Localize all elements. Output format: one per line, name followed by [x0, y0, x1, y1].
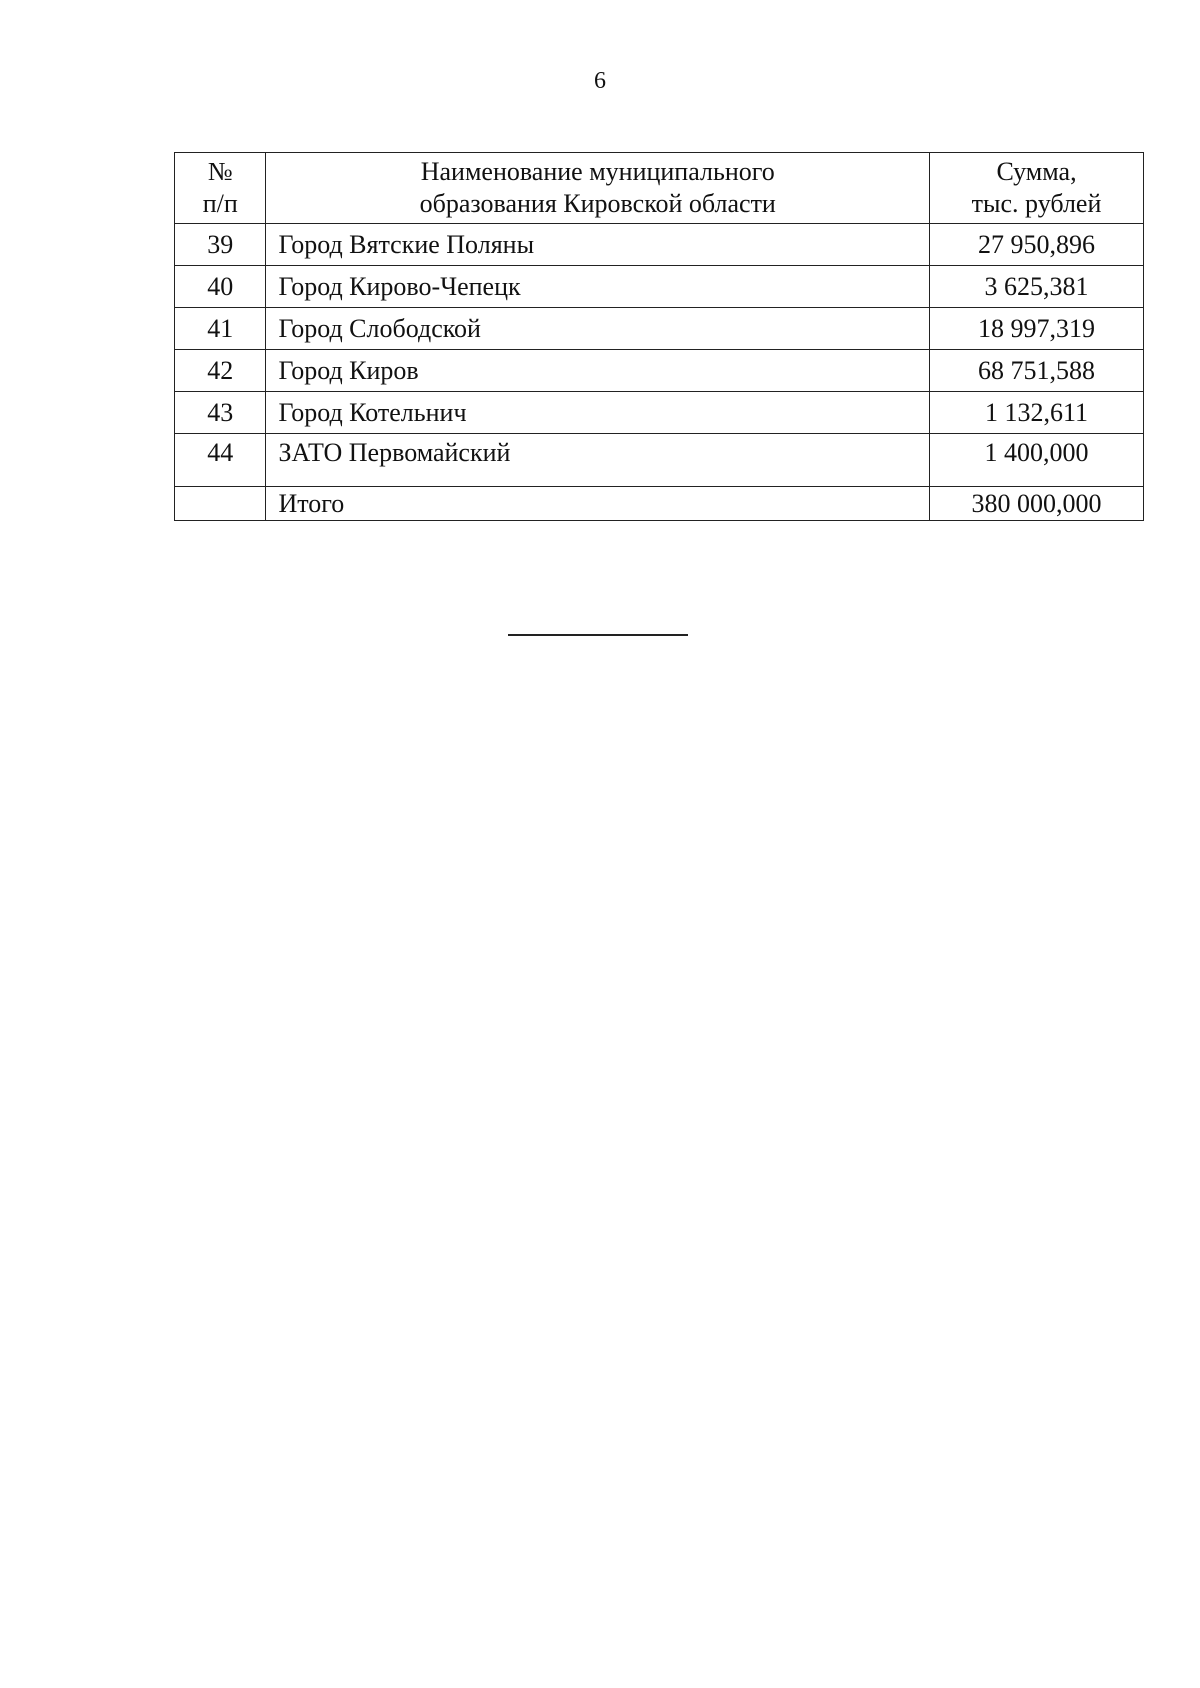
- row-number: 39: [175, 224, 266, 266]
- row-number: 44: [175, 434, 266, 487]
- table-row: [175, 266, 1144, 308]
- row-name: Город Кирово-Чепецк: [266, 266, 930, 308]
- row-sum: 1 132,611: [930, 392, 1144, 434]
- row-sum: 18 997,319: [930, 308, 1144, 350]
- row-sum: 27 950,896: [930, 224, 1144, 266]
- row-sum: 68 751,588: [930, 350, 1144, 392]
- page-number: 6: [594, 68, 606, 94]
- row-name: ЗАТО Первомайский: [266, 434, 930, 487]
- header-sum: [930, 153, 1144, 224]
- table-row: [175, 224, 1144, 266]
- header-sum-line2: тыс. рублей: [971, 189, 1102, 218]
- table-header-row: [175, 153, 1144, 224]
- total-sum: 380 000,000: [930, 487, 1144, 521]
- header-name-line1: Наименование муниципального: [420, 157, 775, 186]
- table-row: [175, 392, 1144, 434]
- header-name-line2: образования Кировской области: [419, 189, 776, 218]
- header-number-line1: №: [207, 157, 233, 186]
- allocation-table: [174, 152, 1144, 521]
- total-number: [175, 487, 266, 521]
- row-name: Город Киров: [266, 350, 930, 392]
- row-name: Город Вятские Поляны: [266, 224, 930, 266]
- row-number: 40: [175, 266, 266, 308]
- row-sum: 3 625,381: [930, 266, 1144, 308]
- header-name: [266, 153, 930, 224]
- header-number: [175, 153, 266, 224]
- header-sum-line1: Сумма,: [996, 157, 1077, 186]
- total-label: Итого: [266, 487, 930, 521]
- end-rule: [508, 634, 688, 636]
- row-name: Город Слободской: [266, 308, 930, 350]
- table-total-row: [175, 487, 1144, 521]
- row-sum: 1 400,000: [930, 434, 1144, 487]
- row-name: Город Котельнич: [266, 392, 930, 434]
- header-number-line2: п/п: [202, 189, 238, 218]
- table-row: [175, 350, 1144, 392]
- table-row: [175, 434, 1144, 487]
- row-number: 41: [175, 308, 266, 350]
- row-number: 42: [175, 350, 266, 392]
- row-number: 43: [175, 392, 266, 434]
- table-row: [175, 308, 1144, 350]
